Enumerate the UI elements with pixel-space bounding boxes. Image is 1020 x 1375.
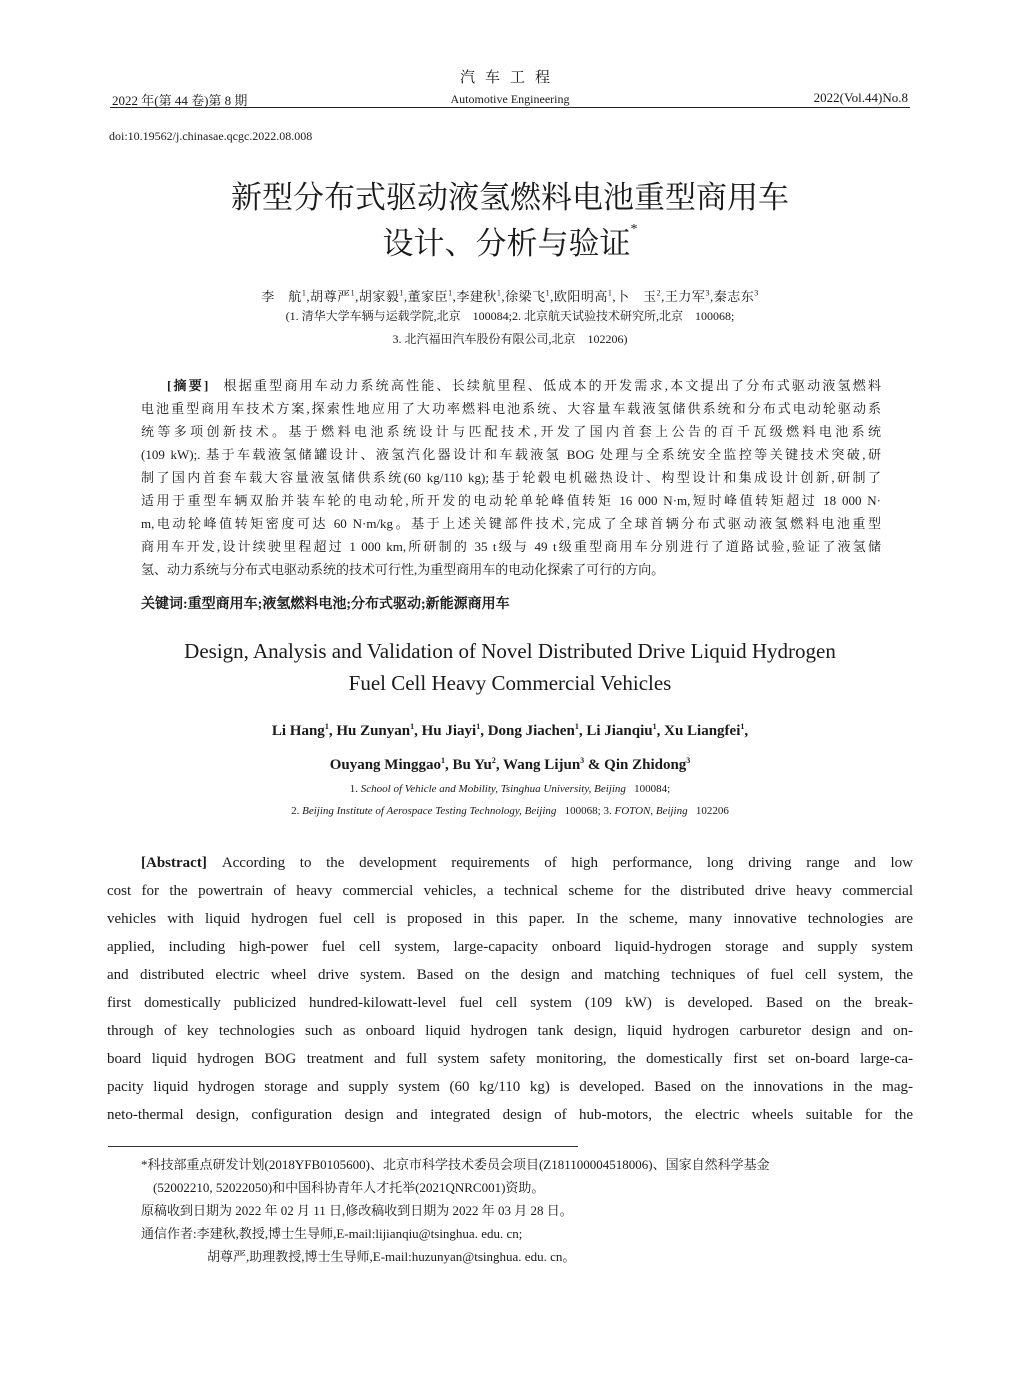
abstract-en-line	[107, 849, 913, 877]
author-en: Li Jianqiu	[586, 723, 653, 739]
authors-cn: 李 航$^1$,胡尊严$^1$,胡家毅$^1$,董家臣$^1$,李建秋$^1$,徐梁飞$^1$,欧阳明高$^1$,卜 玉$^2$,王力军$^3$,秦志东$^3$	[261, 288, 759, 304]
affil-en-1-code: 100084;	[634, 783, 671, 795]
abstract-cn-label: [摘要]	[167, 378, 209, 393]
author-cn: 徐梁飞	[505, 289, 546, 304]
title-cn-line-1: 新型分布式驱动液氢燃料电池重型商用车	[231, 180, 789, 215]
footnote-corresponding-1: 通信作者:李建秋,教授,博士生导师,E-mail:lijianqiu@tsinghua. edu. cn;	[141, 1226, 523, 1241]
abstract-cn-line	[141, 489, 881, 512]
abstract-en-line	[107, 961, 913, 989]
author-en: Hu Zunyan	[336, 723, 411, 739]
author-en-sep: ,	[495, 757, 504, 773]
author-en-affil: 1	[476, 722, 481, 731]
abstract-en-text: board liquid hydrogen BOG treatment and full system safety monitoring, the domestically first set on-board large-ca-	[107, 1051, 913, 1067]
author-en-sep: ,	[414, 723, 422, 739]
title-en-line-1: Design, Analysis and Validation of Novel Distributed Drive Liquid Hydrogen	[184, 639, 836, 663]
author-cn-affil: 1	[301, 288, 307, 298]
affil-en-1-text: School of Vehicle and Mobility, Tsinghua University, Beijing	[360, 783, 626, 795]
abstract-en-line	[107, 1017, 913, 1045]
abstract-cn-text: (109 kW);. 基于车载液氢储罐设计、液氢汽化器设计和车载液氢 BOG 处理与全系统安全监控等关键技术突破,研	[141, 447, 881, 462]
affiliations-en-line-1	[0, 783, 1020, 795]
author-en: Dong Jiachen	[487, 723, 575, 739]
funding-marker: *	[630, 222, 638, 237]
author-en: Xu Liangfei	[664, 723, 741, 739]
abstract-en-line	[107, 1073, 913, 1101]
affiliations-cn-line-2: 3. 北汽福田汽车股份有限公司,北京 102206)	[392, 332, 628, 346]
author-cn: 卜 玉	[616, 289, 657, 304]
author-en-affil: 3	[686, 756, 691, 765]
abstract-cn-line	[141, 535, 881, 558]
author-en-affil: 1	[324, 722, 329, 731]
author-en-sep: ,	[328, 723, 337, 739]
abstract-en-label: [Abstract]	[141, 855, 207, 871]
abstract-cn-line	[141, 420, 881, 443]
author-en: Bu Yu	[452, 757, 492, 773]
author-en: Li Hang	[271, 723, 325, 739]
journal-title-cn: 汽车工程	[459, 70, 560, 86]
abstract-en-line	[107, 905, 913, 933]
footnote-funding-2: (52002210, 52022050)和中国科协青年人才托举(2021QNRC001)资助。	[153, 1180, 545, 1195]
author-cn-affil: 1	[448, 288, 453, 298]
keywords-cn-label: 关键词:	[141, 597, 188, 612]
abstract-cn-line	[141, 397, 881, 420]
journal-title-en: Automotive Engineering	[450, 92, 570, 106]
abstract-en-text: first domestically publicized hundred-kilowatt-level fuel cell system (109 kW) is developed. Based on the break-	[107, 995, 913, 1011]
author-cn-affil: 1	[545, 288, 551, 298]
abstract-en-line	[107, 1101, 913, 1129]
author-cn: 胡尊严	[310, 289, 351, 304]
title-en-line-2: Fuel Cell Heavy Commercial Vehicles	[348, 671, 672, 695]
abstract-cn-line	[141, 374, 881, 397]
footnote-received: 原稿收到日期为 2022 年 02 月 11 日,修改稿收到日期为 2022 年 03 月 28 日。	[141, 1203, 573, 1218]
abstract-en-line	[107, 877, 913, 905]
author-en-affil: 1	[440, 756, 445, 765]
footnotes	[141, 1153, 921, 1268]
abstract-cn-line	[141, 512, 881, 535]
author-cn-affil: 1	[350, 288, 356, 298]
abstract-cn-text: 统等多项创新技术。基于燃料电池系统设计与匹配技术,开发了国内首套上公告的百千瓦级燃料电池系统	[141, 424, 881, 439]
author-en-affil: 2	[491, 756, 496, 765]
author-en: Ouyang Minggao	[329, 757, 441, 773]
author-en-affil: 1	[740, 722, 745, 731]
abstract-cn	[141, 374, 881, 581]
author-cn: 胡家毅	[358, 289, 400, 304]
abstract-en-text: cost for the powertrain of heavy commercial vehicles, a technical scheme for the distributed drive heavy commercial	[107, 883, 913, 899]
affil-en-1-num: 1.	[349, 783, 359, 795]
abstract-en-text: According to the development requirements of high performance, long driving range and low	[221, 855, 913, 871]
author-cn: 李 航	[261, 289, 302, 304]
author-cn: 欧阳明高	[553, 289, 608, 304]
abstract-cn-text: m,电动轮峰值转矩密度可达 60 N·m/kg。基于上述关键部件技术,完成了全球首辆分布式驱动液氢燃料电池重型	[141, 516, 881, 531]
author-en: Hu Jiayi	[421, 723, 477, 739]
footnote-divider	[108, 1146, 578, 1147]
authors-en-line-1	[0, 722, 1020, 740]
author-cn: 董家臣	[407, 289, 449, 304]
affil-en-3-text: FOTON, Beijing	[614, 805, 688, 817]
affil-en-2-code: 100068; 3.	[564, 805, 612, 817]
author-cn: 李建秋	[456, 289, 497, 304]
authors-en-line-2	[0, 756, 1020, 774]
keywords-cn	[141, 593, 881, 613]
author-cn: 王力军	[664, 289, 706, 304]
author-en-sep: ,	[578, 723, 587, 739]
keywords-cn-text: 重型商用车;液氢燃料电池;分布式驱动;新能源商用车	[187, 597, 510, 612]
author-cn-affil: 2	[656, 288, 662, 298]
abstract-cn-line	[141, 466, 881, 489]
author-en-affil: 1	[574, 722, 579, 731]
issue-en: 2022(Vol.44)No.8	[813, 90, 908, 105]
affil-en-3-code: 102206	[695, 805, 729, 817]
author-en-affil: 1	[652, 722, 657, 731]
affiliations-cn-line-1: (1. 清华大学车辆与运载学院,北京 100084;2. 北京航天试验技术研究所,北京 100068;	[285, 309, 735, 323]
affiliations-en-line-2	[0, 805, 1020, 817]
footnote-funding-1: *科技部重点研发计划(2018YFB0105600)、北京市科学技术委员会项目(Z181100004518006)、国家自然科学基金	[141, 1157, 770, 1172]
title-cn-line-2-text: 设计、分析与验证	[382, 226, 631, 261]
abstract-cn-text: 商用车开发,设计续驶里程超过 1 000 km,所研制的 35 t级与 49 t级重型商用车分别进行了道路试验,验证了液氢储	[141, 539, 881, 554]
header-divider	[110, 107, 910, 108]
abstract-cn-text: 电池重型商用车技术方案,探索性地应用了大功率燃料电池系统、大容量车载液氢储供系统和分布式电动轮驱动系	[141, 401, 881, 416]
abstract-en-text: neto-thermal design, configuration design and integrated design of hub-motors, the electric wheels suitable for the	[107, 1107, 913, 1123]
affil-en-2-text: Beijing Institute of Aerospace Testing Technology, Beijing	[302, 805, 557, 817]
doi[interactable]: doi:10.19562/j.chinasae.qcgc.2022.08.008	[109, 129, 313, 143]
abstract-cn-line	[141, 443, 881, 466]
abstract-en-text: pacity liquid hydrogen storage and supply system (60 kg/110 kg) is developed. Based on the innovations in the mag-	[107, 1079, 913, 1095]
abstract-en-line	[107, 989, 913, 1017]
title-cn-line-2	[0, 218, 1020, 263]
author-cn-affil: 1	[399, 288, 404, 298]
abstract-en-line	[107, 1045, 913, 1073]
author-en-sep: ,	[656, 723, 665, 739]
abstract-cn-text: 根据重型商用车动力系统高性能、长续航里程、低成本的开发需求,本文提出了分布式驱动液氢燃料	[221, 378, 881, 393]
abstract-cn-text: 氢、动力系统与分布式电驱动系统的技术可行性,为重型商用车的电动化探索了可行的方向。	[141, 562, 665, 577]
issue-cn: 2022 年(第 44 卷)第 8 期	[112, 93, 248, 108]
author-en-sep: ,	[480, 723, 488, 739]
author-en-affil: 3	[580, 756, 585, 765]
abstract-cn-line	[141, 558, 881, 581]
abstract-cn-text: 制了国内首套车载大容量液氢储供系统(60 kg/110 kg);基于轮毂电机磁热设计、构型设计和集成设计创新,研制了	[141, 470, 881, 485]
author-cn-affil: 3	[705, 288, 710, 298]
author-cn-affil: 3	[754, 288, 759, 298]
affil-en-2-num: 2.	[291, 805, 300, 817]
abstract-en-line	[107, 933, 913, 961]
abstract-cn-text: 适用于重型车辆双胎并装车轮的电动轮,所开发的电动轮单轮峰值转矩 16 000 N·m,短时峰值转矩超过 18 000 N·	[141, 493, 881, 508]
abstract-en	[107, 849, 913, 1129]
abstract-en-text: and distributed electric wheel drive system. Based on the design and matching techniques of fuel cell system, the	[107, 967, 913, 983]
author-en: Wang Lijun	[503, 757, 581, 773]
author-en-sep: ,	[744, 723, 749, 739]
author-cn-affil: 1	[496, 288, 502, 298]
abstract-en-text: vehicles with liquid hydrogen fuel cell is proposed in this paper. In the scheme, many innovative technologies are	[107, 911, 913, 927]
footnote-corresponding-2: 胡尊严,助理教授,博士生导师,E-mail:huzunyan@tsinghua. edu. cn。	[207, 1249, 576, 1264]
author-en: & Qin Zhidong	[587, 757, 687, 773]
author-en-affil: 1	[410, 722, 415, 731]
abstract-en-text: through of key technologies such as onboard liquid hydrogen tank design, liquid hydrogen carburetor design and on-	[107, 1023, 913, 1039]
abstract-en-text: applied, including high-power fuel cell system, large-capacity onboard liquid-hydrogen storage and supply system	[107, 939, 913, 955]
author-cn: 秦志东	[713, 289, 755, 304]
author-en-sep: ,	[444, 757, 453, 773]
author-cn-affil: 1	[607, 288, 613, 298]
